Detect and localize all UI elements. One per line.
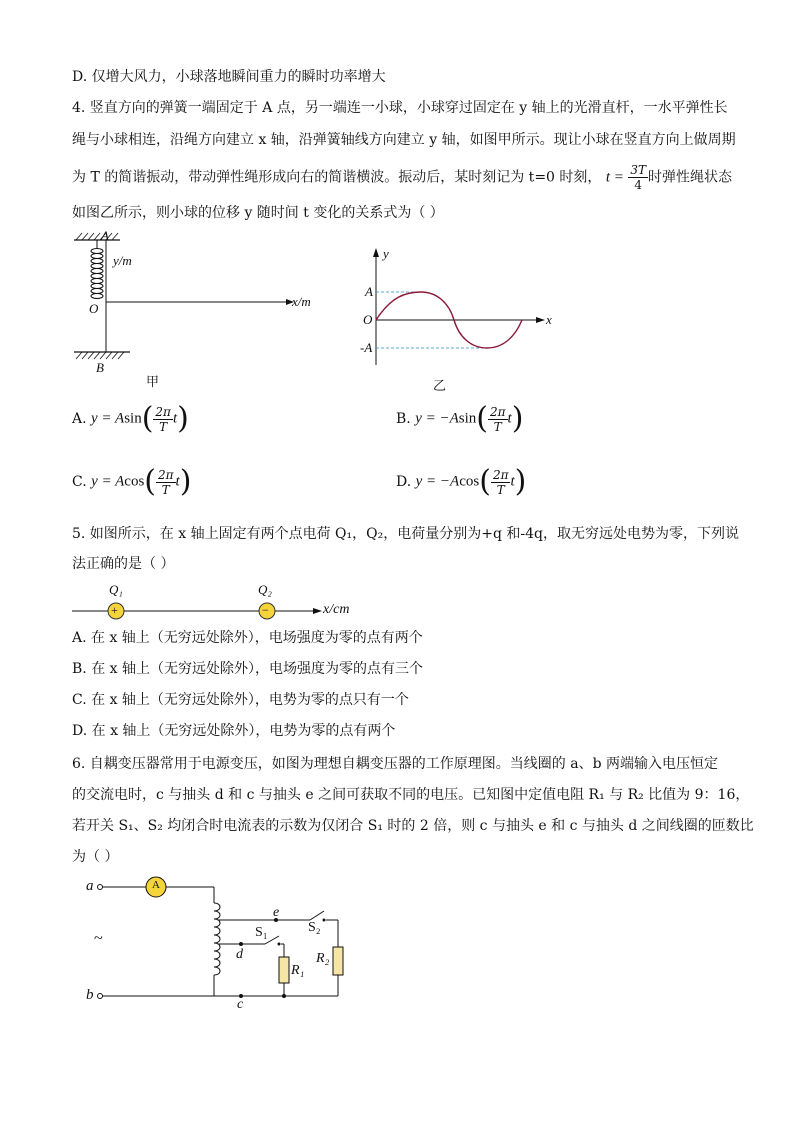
fig-jia-label-ym: y/m xyxy=(113,253,132,268)
option-frac-num: 2π xyxy=(490,404,506,419)
q4-stem-line-4: 如图乙所示，则小球的位移 y 随时间 t 变化的关系式为（ ） xyxy=(72,205,444,221)
fig-yi-label-x: x xyxy=(546,312,552,327)
option-letter: C. xyxy=(72,474,87,490)
option-frac-den: T xyxy=(493,419,502,434)
ac-source-symbol: ~ xyxy=(94,930,103,947)
option-lhs: y = −A xyxy=(415,473,460,490)
q1-sign: + xyxy=(111,603,118,617)
option-t: t xyxy=(510,473,515,490)
q4-option-b[interactable]: B. y = −Asin( $\frac{2\pi}{T}$ t) xyxy=(396,401,524,436)
q4-figure-yi xyxy=(355,245,565,375)
resistor-r1-icon xyxy=(279,957,289,983)
q4-stem-line-3 xyxy=(72,163,732,192)
q6-stem-line-2: 的交流电时，c 与抽头 d 和 c 与抽头 e 之间可获取不同的电压。已知图中定值电阻 R₁ 与 R₂ 比值为 9：16， xyxy=(72,787,750,803)
q4-fraction xyxy=(628,163,648,192)
q5-stem-line-2: 法正确的是（ ） xyxy=(72,556,175,572)
circuit-label-e: e xyxy=(273,905,280,920)
circuit-label-d: d xyxy=(236,947,243,962)
option-t: t xyxy=(175,473,180,490)
q4-fraction-denominator: 4 xyxy=(634,178,642,192)
q3-option-d: D. 仅增大风力，小球落地瞬间重力的瞬时功率增大 xyxy=(72,69,386,85)
option-lhs: y = −A xyxy=(415,410,459,427)
q6-stem-line-3: 若开关 S₁、S₂ 均闭合时电流表的示数为仅闭合 S₁ 时的 2 倍，则 c 与抽头 e 和 c 与抽头 d 之间线圈的匝数比 xyxy=(72,818,754,834)
fig-jia-caption: 甲 xyxy=(146,374,160,389)
switch-s1-label: S₁ xyxy=(255,925,268,940)
q4-t-equals: t = xyxy=(605,169,624,186)
q4-option-c[interactable]: C. y = Acos( $\frac{2\pi}{T}$ t) xyxy=(72,464,192,499)
fig-jia-label-o: O xyxy=(89,301,99,316)
spring-icon xyxy=(91,240,103,299)
option-t: t xyxy=(172,410,178,427)
q5-option-b[interactable]: B. 在 x 轴上（无穷远处除外），电场强度为零的点有三个 xyxy=(72,661,423,677)
option-fn: cos xyxy=(124,473,145,490)
q5-option-d[interactable]: D. 在 x 轴上（无穷远处除外），电势为零的点有两个 xyxy=(72,723,396,739)
q2-label: Q₂ xyxy=(258,582,272,597)
option-frac-den: T xyxy=(161,482,170,497)
q4-stem-line-3-tail: 时弹性绳状态 xyxy=(648,169,732,186)
option-letter: B. xyxy=(396,411,411,427)
q6-circuit xyxy=(85,873,365,1018)
q4-stem-line-2: 绳与小球相连，沿绳方向建立 x 轴，沿弹簧轴线方向建立 y 轴，如图甲所示。现让小球在竖直方向上做周期 xyxy=(72,132,736,148)
q4-stem-line-3-text: 为 T 的简谐振动，带动弹性绳形成向右的简谐横波。振动后，某时刻记为 t=0 时刻， xyxy=(72,169,602,186)
option-fn: sin xyxy=(124,410,142,427)
option-frac-den: T xyxy=(496,482,505,497)
fig-jia-label-a: A xyxy=(101,228,109,243)
resistor-r1-label: R₁ xyxy=(291,963,305,978)
fig-yi-label-o: O xyxy=(363,312,373,327)
q4-option-d[interactable]: D. y = −Acos( $\frac{2\pi}{T}$ t) xyxy=(396,464,527,499)
q4-fraction-numerator: 3T xyxy=(630,163,646,177)
circuit-label-b: b xyxy=(86,987,94,1003)
q1-label: Q₁ xyxy=(109,582,123,597)
top-hatching xyxy=(76,233,118,240)
switch-s2-icon xyxy=(310,911,324,920)
q2-sign: − xyxy=(262,603,269,617)
option-letter: A. xyxy=(72,411,87,427)
fig-yi-label-a: A xyxy=(365,284,373,299)
option-frac-num: 2π xyxy=(492,467,509,482)
q6-stem-line-1: 6. 自耦变压器常用于电源变压，如图为理想自耦变压器的工作原理图。当线圈的 a、b 两端输入电压恒定 xyxy=(72,756,719,772)
fig-yi-label-neg-a: -A xyxy=(360,340,373,355)
ammeter-label: A xyxy=(152,879,160,891)
fig-jia-label-xm: x/m xyxy=(292,294,311,309)
q5-figure xyxy=(70,596,330,626)
switch-s2-label: S₂ xyxy=(308,920,321,935)
q6-stem-line-4: 为（ ） xyxy=(72,849,119,865)
option-frac-num: 2π xyxy=(155,404,171,419)
option-fn: cos xyxy=(459,473,480,490)
q4-stem-line-1: 4. 竖直方向的弹簧一端固定于 A 点，另一端连一小球，小球穿过固定在 y 轴上的光滑直杆，一水平弹性长 xyxy=(72,100,728,116)
option-lhs: y = A xyxy=(91,473,125,490)
fig-yi-label-y: y xyxy=(383,246,389,261)
q4-option-a[interactable]: A. y = Asin( $\frac{2\pi}{T}$ t) xyxy=(72,401,189,436)
resistor-r2-label: R₂ xyxy=(316,951,330,966)
option-t: t xyxy=(507,410,512,427)
option-letter: D. xyxy=(396,474,412,490)
circuit-label-c: c xyxy=(237,997,244,1012)
q5-stem-line-1: 5. 如图所示，在 x 轴上固定有两个点电荷 Q₁，Q₂，电荷量分别为+q 和-4q，取无穷远处电势为零，下列说 xyxy=(72,526,739,542)
fig-yi-caption: 乙 xyxy=(433,378,447,393)
coil-icon xyxy=(214,903,220,975)
resistor-r2-icon xyxy=(333,947,343,975)
q5-axis-label: x/cm xyxy=(323,602,350,617)
q5-option-a[interactable]: A. 在 x 轴上（无穷远处除外），电场强度为零的点有两个 xyxy=(72,630,423,646)
q5-option-c[interactable]: C. 在 x 轴上（无穷远处除外），电势为零的点只有一个 xyxy=(72,692,409,708)
bottom-hatching xyxy=(76,352,124,359)
circuit-label-a: a xyxy=(86,878,94,894)
option-frac-num: 2π xyxy=(158,467,174,482)
option-fn: sin xyxy=(458,410,477,427)
option-lhs: y = A xyxy=(91,410,125,427)
fig-jia-label-b: B xyxy=(96,360,104,375)
option-frac-den: T xyxy=(159,419,168,434)
